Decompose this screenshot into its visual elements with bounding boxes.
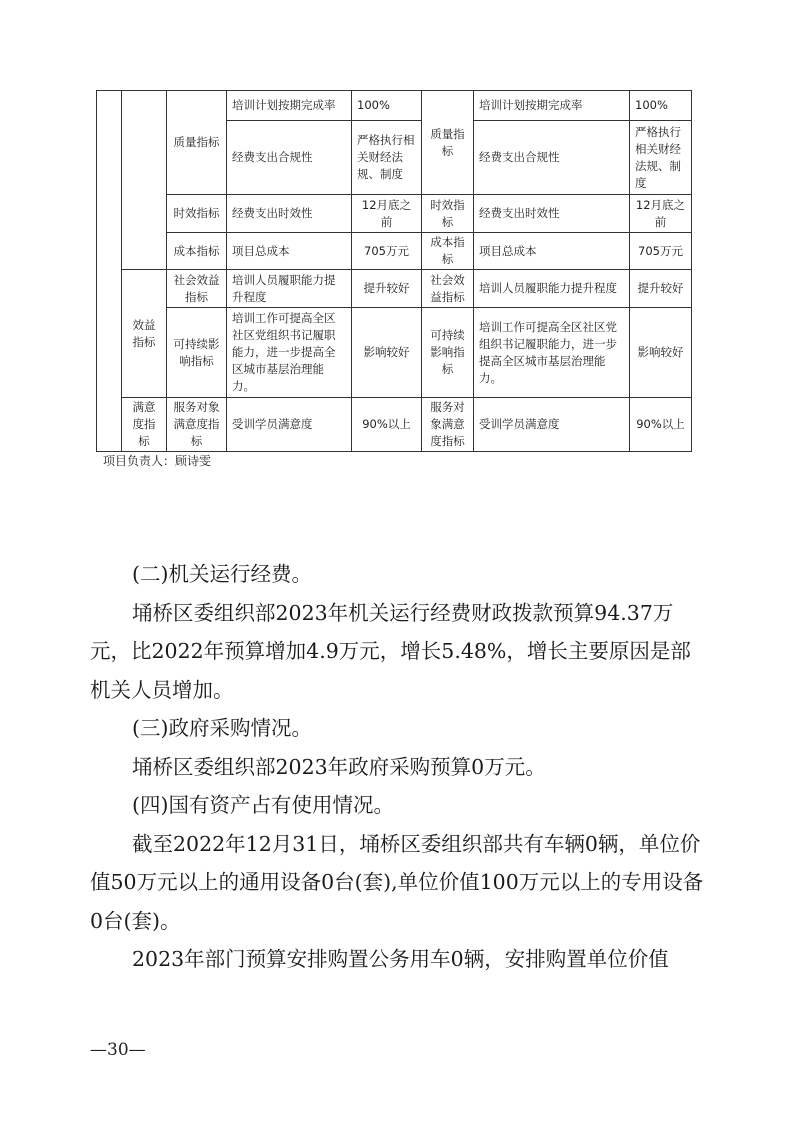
value-cell: 严格执行相关财经法规、制度: [352, 121, 422, 195]
value-cell: 严格执行相关财经法规、制度: [630, 121, 692, 195]
indicator-cell: 培训计划按期完成率: [227, 91, 352, 121]
table-row: [97, 233, 692, 270]
indicator-cell: 经费支出时效性: [227, 195, 352, 233]
value-cell: 100%: [630, 91, 692, 121]
table-row: [97, 270, 692, 308]
value-cell: 12月底之前: [630, 195, 692, 233]
indicator-cell: 培训人员履职能力提升程度: [474, 270, 630, 308]
indicator-cell: 经费支出时效性: [474, 195, 630, 233]
sub-indicator-cell: 社会效益指标: [167, 270, 227, 308]
indicator-cell: 培训人员履职能力提升程度: [227, 270, 352, 308]
indicator-cell: 培训工作可提高全区社区党组织书记履职能力，进一步提高全区城市基层治理能力。: [474, 308, 630, 398]
value-cell: 提升较好: [630, 270, 692, 308]
value-cell: 705万元: [630, 233, 692, 270]
indicator-cell: 培训工作可提高全区社区党组织书记履职能力，进一步提高全区城市基层治理能力。: [227, 308, 352, 398]
table-row: [97, 91, 692, 121]
body-text: [90, 555, 710, 979]
indicator-cell: 项目总成本: [474, 233, 630, 270]
blank-level1-cell: [97, 91, 122, 452]
benefit-indicator-cell: 效益指标: [122, 270, 167, 398]
sub-indicator-cell: 成本指标: [167, 233, 227, 270]
sub-indicator-cell: 可持续影响指标: [167, 308, 227, 398]
value-cell: 100%: [352, 91, 422, 121]
paragraph: 埇桥区委组织部2023年机关运行经费财政拨款预算94.37万元，比2022年预算增加4.9万元，增长5.48%，增长主要原因是部机关人员增加。: [90, 600, 691, 702]
sub-indicator-cell: 时效指标: [422, 195, 474, 233]
paragraph: 2023年部门预算安排购置公务用车0辆，安排购置单位价值: [132, 947, 669, 971]
indicator-cell: 受训学员满意度: [227, 398, 352, 452]
project-responsible-note: 项目负责人：顾诗雯: [103, 454, 212, 468]
section-heading: (二)机关运行经费。: [132, 562, 312, 586]
table-row: [97, 195, 692, 233]
blank-level2-cell: [122, 91, 167, 270]
indicator-cell: 项目总成本: [227, 233, 352, 270]
sub-indicator-cell: 时效指标: [167, 195, 227, 233]
table-row: [97, 308, 692, 398]
sub-indicator-cell: 成本指标: [422, 233, 474, 270]
value-cell: 90%以上: [352, 398, 422, 452]
sub-indicator-cell: 质量指标: [422, 91, 474, 195]
sub-indicator-cell: 社会效益指标: [422, 270, 474, 308]
section-heading: (三)政府采购情况。: [132, 716, 312, 740]
sub-indicator-cell: 可持续影响指标: [422, 308, 474, 398]
value-cell: 705万元: [352, 233, 422, 270]
paragraph: 埇桥区委组织部2023年政府采购预算0万元。: [132, 754, 546, 779]
performance-indicator-table: [96, 90, 692, 452]
value-cell: 90%以上: [630, 398, 692, 452]
sub-indicator-cell: 服务对象满意度指标: [422, 398, 474, 452]
value-cell: 12月底之前: [352, 195, 422, 233]
value-cell: 影响较好: [630, 308, 692, 398]
value-cell: 影响较好: [352, 308, 422, 398]
indicator-cell: 经费支出合规性: [227, 121, 352, 195]
sub-indicator-cell: 服务对象满意度指标: [167, 398, 227, 452]
paragraph: 截至2022年12月31日，埇桥区委组织部共有车辆0辆，单位价值50万元以上的通用设备0台(套),单位价值100万元以上的专用设备0台(套)。: [90, 831, 704, 933]
page-number: —30—: [90, 1040, 146, 1060]
value-cell: 提升较好: [352, 270, 422, 308]
sub-indicator-cell: 质量指标: [167, 91, 227, 195]
table-row: [97, 398, 692, 452]
indicator-cell: 培训计划按期完成率: [474, 91, 630, 121]
section-heading: (四)国有资产占有使用情况。: [132, 793, 394, 817]
indicator-cell: 受训学员满意度: [474, 398, 630, 452]
indicator-cell: 经费支出合规性: [474, 121, 630, 195]
satisfaction-indicator-cell: 满意度指标: [122, 398, 167, 452]
